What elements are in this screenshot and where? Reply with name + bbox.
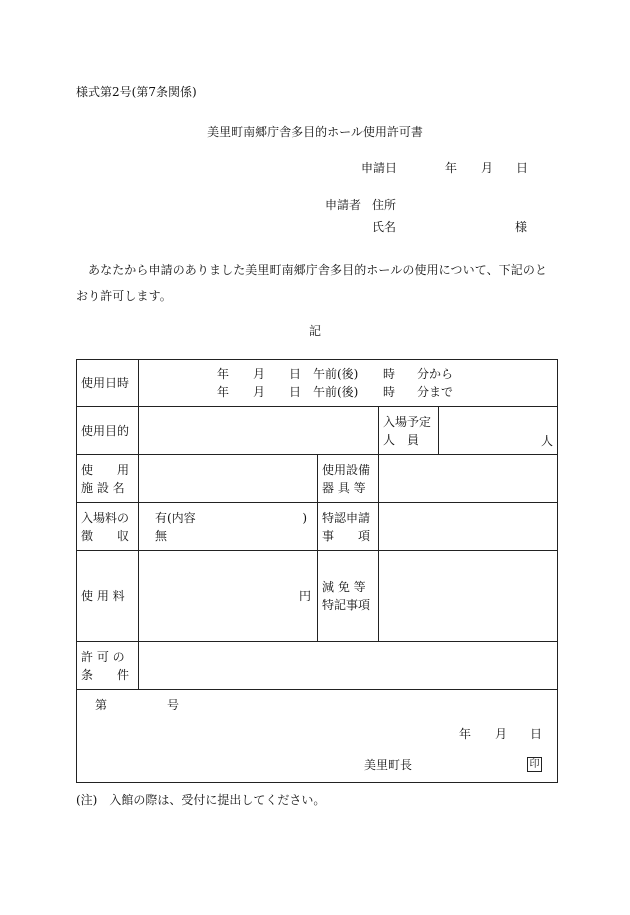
permit-table xyxy=(76,359,558,783)
to-ampm: 午前(後) xyxy=(313,385,359,399)
purpose-value xyxy=(139,407,379,455)
permission-statement: あなたから申請のありました美里町南郷庁舎多目的ホールの使用について、下記のとおり許可します。 xyxy=(76,263,548,303)
to-year: 年 xyxy=(217,385,230,399)
facility-value xyxy=(139,455,318,503)
from-hour: 時 xyxy=(383,367,396,381)
conditions-label: 許 可 の 条 件 xyxy=(77,642,139,690)
admission-value xyxy=(139,503,318,551)
usage-datetime-from xyxy=(143,365,553,383)
applicant-honorific: 様 xyxy=(515,220,528,234)
conditions-value xyxy=(139,642,558,690)
mayor-title: 美里町長 xyxy=(364,758,413,772)
reduction-value xyxy=(379,551,558,642)
from-minute: 分から xyxy=(417,367,454,381)
equipment-value xyxy=(379,455,558,503)
to-hour: 時 xyxy=(383,385,396,399)
admission-label: 入場料の 徴 収 xyxy=(77,503,139,551)
ki-heading: 記 xyxy=(308,324,321,338)
usage-datetime-label: 使用日時 xyxy=(77,360,139,407)
form-number: 様式第2号(第7条関係) xyxy=(76,85,197,99)
issue-date-year: 年 xyxy=(459,727,472,741)
applicant-address-label: 住所 xyxy=(372,198,397,212)
footnote: (注) 入館の際は、受付に提出してください。 xyxy=(76,793,326,807)
application-date-month: 月 xyxy=(481,161,494,175)
special-request-label: 特認申請 事 項 xyxy=(318,503,379,551)
issue-date-month: 月 xyxy=(495,727,508,741)
usage-datetime-row xyxy=(77,360,558,407)
from-ampm: 午前(後) xyxy=(313,367,359,381)
usage-datetime-value xyxy=(139,360,558,407)
facility-row xyxy=(77,455,558,503)
from-year: 年 xyxy=(217,367,230,381)
usage-datetime-to xyxy=(143,383,553,401)
from-day: 日 xyxy=(289,367,302,381)
permit-number-gou: 号 xyxy=(167,698,180,712)
application-date-day: 日 xyxy=(516,161,529,175)
seal-mark: 印 xyxy=(527,757,542,772)
purpose-row xyxy=(77,407,558,455)
issuance-row xyxy=(77,690,558,783)
fee-row xyxy=(77,551,558,642)
attendance-label: 入場予定 人 員 xyxy=(379,407,439,455)
application-date-year: 年 xyxy=(445,161,458,175)
document-title: 美里町南郷庁舎多目的ホール使用許可書 xyxy=(207,125,423,139)
reduction-label: 減 免 等 特記事項 xyxy=(318,551,379,642)
applicant-label: 申請者 xyxy=(325,198,362,212)
equipment-label: 使用設備 器 具 等 xyxy=(318,455,379,503)
admission-no: 無 xyxy=(155,528,168,543)
issue-date-day: 日 xyxy=(530,727,543,741)
issuance-cell xyxy=(77,690,558,783)
to-month: 月 xyxy=(253,385,266,399)
fee-label: 使 用 料 xyxy=(77,551,139,642)
admission-yes-close: ) xyxy=(302,510,307,525)
special-request-value xyxy=(379,503,558,551)
fee-unit: 円 xyxy=(139,551,318,642)
to-day: 日 xyxy=(289,385,302,399)
permit-number-dai: 第 xyxy=(95,698,108,712)
conditions-row xyxy=(77,642,558,690)
from-month: 月 xyxy=(253,367,266,381)
attendance-unit: 人 xyxy=(439,407,558,455)
to-minute: 分まで xyxy=(417,385,454,399)
applicant-name-label: 氏名 xyxy=(372,220,397,234)
facility-label: 使 用 施 設 名 xyxy=(77,455,139,503)
admission-yes: 有(内容 xyxy=(155,510,196,525)
admission-row xyxy=(77,503,558,551)
purpose-label: 使用目的 xyxy=(77,407,139,455)
application-date-label: 申請日 xyxy=(361,161,398,175)
